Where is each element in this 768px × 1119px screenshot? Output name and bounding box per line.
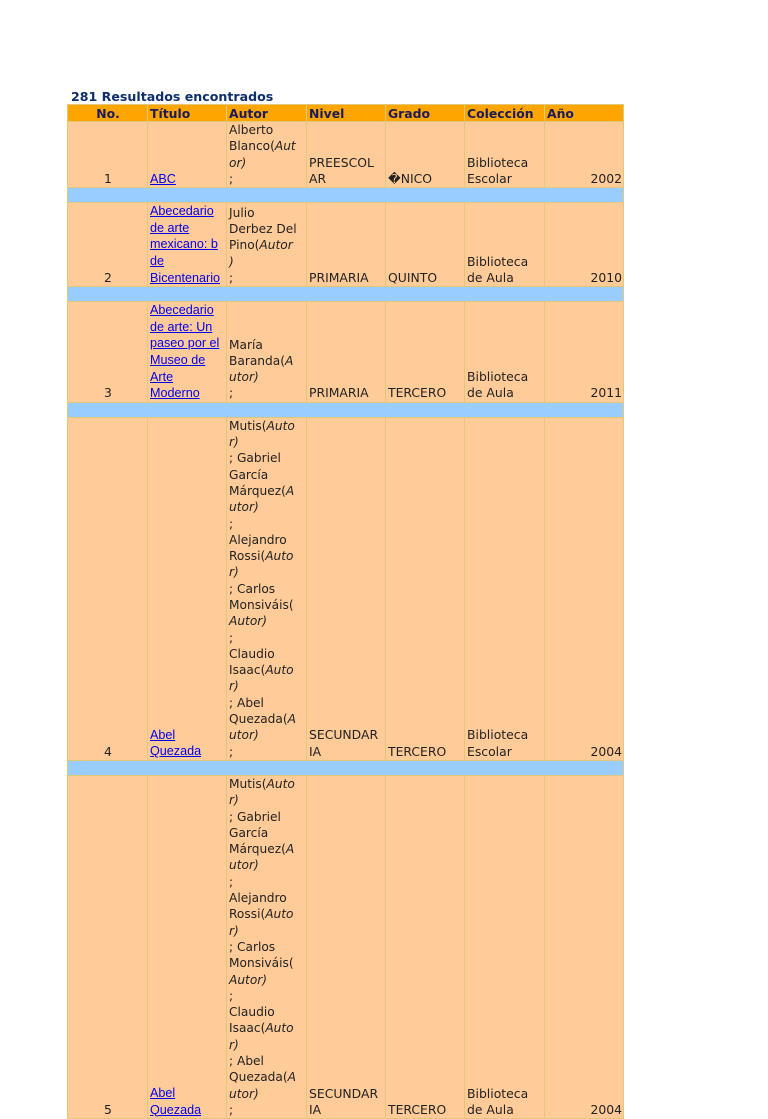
cell-line: PRIMARIA (309, 269, 369, 285)
cell-line: paseo por el (150, 336, 220, 351)
year-cell: 2002 (545, 122, 624, 188)
author-name: Alejandro (229, 532, 287, 547)
author-role: Auto (265, 549, 294, 564)
cell-line: Moderno (150, 386, 200, 401)
column-header-nivel: Nivel (307, 105, 386, 122)
cell-line: Museo de (150, 352, 206, 367)
cell-line: QUINTO (388, 269, 438, 285)
separator-cell (68, 188, 624, 203)
author-cell (227, 775, 307, 1118)
cell-line: de arte (150, 220, 190, 235)
author-role: r) (229, 435, 239, 450)
cell-line: Biblioteca (467, 1085, 529, 1101)
grade-cell (386, 775, 465, 1118)
cell-line: ABC (150, 171, 176, 186)
level-cell (307, 775, 386, 1118)
collection-cell (465, 775, 545, 1118)
author-name: Rossi( (229, 549, 266, 564)
author-role: r) (229, 793, 239, 808)
cell-line: �NICO (388, 170, 433, 186)
collection-cell (465, 122, 545, 188)
separator-cell (68, 402, 624, 417)
cell-line: Abecedario (150, 204, 214, 219)
author-name: Alberto (229, 123, 274, 137)
title-link[interactable] (150, 303, 219, 400)
cell-line: Abel (150, 727, 176, 742)
author-role: A (285, 353, 294, 368)
author-name: Monsiváis( (229, 597, 294, 612)
author-cell (227, 417, 307, 760)
author-name: ; Abel (229, 695, 264, 710)
cell-line: de Aula (467, 269, 514, 285)
cell-line: Abecedario (150, 303, 214, 318)
author-name: Márquez( (229, 842, 286, 857)
results-table (67, 104, 624, 1119)
column-header-grado: Grado (386, 105, 465, 122)
cell-line: IA (309, 743, 322, 759)
author-name: García (229, 825, 269, 840)
row-number: 1 (68, 122, 148, 188)
level-cell (307, 417, 386, 760)
cell-line: Biblioteca (467, 727, 529, 743)
cell-line: PRIMARIA (309, 385, 369, 401)
row-number: 5 (68, 775, 148, 1118)
author-role: Auto (265, 1021, 294, 1036)
title-link[interactable] (150, 1086, 201, 1117)
author-name: ; (229, 270, 234, 285)
author-name: ; (229, 386, 234, 401)
author-role: r) (229, 923, 239, 938)
author-name: Mutis( (229, 776, 267, 791)
title-cell (148, 203, 227, 287)
author-role: A (287, 1070, 296, 1085)
collection-cell (465, 203, 545, 287)
author-role: r) (229, 565, 239, 580)
author-name: Isaac( (229, 1021, 266, 1036)
separator-cell (68, 760, 624, 775)
author-role: or) (229, 155, 247, 170)
author-name: Blanco( (229, 139, 275, 154)
author-name: Rossi( (229, 907, 266, 922)
cell-line: mexicano: b (150, 237, 218, 252)
author-role: Autor (259, 238, 293, 253)
cell-line: Biblioteca (467, 154, 529, 170)
cell-line: Abel (150, 1086, 176, 1100)
author-name: ; (229, 516, 234, 531)
author-role: utor) (229, 728, 259, 743)
column-header-titulo: Título (148, 105, 227, 122)
title-cell (148, 302, 227, 403)
table-header-row (68, 105, 624, 122)
column-header-no: No. (68, 105, 148, 122)
author-name: Alejandro (229, 891, 287, 906)
author-role: Auto (265, 907, 294, 922)
cell-line: Bicentenario (150, 270, 221, 285)
row-separator (68, 760, 624, 775)
author-name: ; Abel (229, 1054, 264, 1068)
author-name: ; Carlos (229, 581, 276, 596)
year-cell: 2004 (545, 775, 624, 1118)
author-cell (227, 203, 307, 287)
cell-line: TERCERO (388, 1101, 447, 1117)
author-name: ; (229, 988, 234, 1003)
level-cell (307, 122, 386, 188)
row-number: 3 (68, 302, 148, 403)
cell-line: SECUNDAR (309, 727, 379, 743)
author-cell (227, 302, 307, 403)
column-header-anio: Año (545, 105, 624, 122)
table-row (68, 203, 624, 287)
results-count-heading: 281 Resultados encontrados (71, 89, 274, 104)
author-name: Márquez( (229, 483, 286, 498)
cell-line: Quezada (150, 744, 202, 759)
title-cell (148, 417, 227, 760)
author-name: Claudio (229, 646, 275, 661)
grade-cell (386, 302, 465, 403)
author-name: Pino( (229, 238, 260, 253)
author-name: García (229, 467, 269, 482)
cell-line: IA (309, 1101, 322, 1117)
cell-line: Arte (150, 369, 174, 384)
author-name: ; (229, 874, 234, 889)
row-number: 2 (68, 203, 148, 287)
cell-line: SECUNDAR (309, 1085, 379, 1101)
author-name: Quezada( (229, 1070, 288, 1085)
author-role: r) (229, 679, 239, 694)
author-role: Auto (266, 418, 295, 433)
title-cell (148, 775, 227, 1118)
year-cell: 2011 (545, 302, 624, 403)
author-name: Isaac( (229, 663, 266, 678)
author-name: ; Gabriel (229, 451, 281, 466)
title-cell (148, 122, 227, 188)
level-cell (307, 302, 386, 403)
level-cell (307, 203, 386, 287)
collection-cell (465, 302, 545, 403)
cell-line: Escolar (467, 743, 512, 759)
author-name: Quezada( (229, 712, 288, 727)
author-role: A (285, 483, 295, 498)
author-name: Mutis( (229, 418, 267, 433)
author-role: A (285, 842, 295, 857)
author-role: Autor) (229, 972, 268, 987)
author-name: ; (229, 171, 234, 186)
column-header-autor: Autor (227, 105, 307, 122)
grade-cell (386, 417, 465, 760)
author-role: A (287, 712, 296, 727)
cell-line: de Aula (467, 385, 514, 401)
row-separator (68, 402, 624, 417)
year-cell: 2004 (545, 417, 624, 760)
year-cell: 2010 (545, 203, 624, 287)
cell-line: de (150, 253, 165, 268)
author-role: Autor) (229, 614, 268, 629)
author-cell (227, 122, 307, 188)
cell-line: TERCERO (388, 743, 447, 759)
cell-line: PREESCOL (309, 154, 374, 170)
title-link[interactable] (150, 172, 176, 186)
author-role: Auto (266, 776, 295, 791)
author-name: Julio (229, 205, 255, 220)
author-name: María (229, 337, 263, 352)
cell-line: de arte: Un (150, 319, 213, 334)
cell-line: AR (309, 170, 327, 186)
author-role: r) (229, 1037, 239, 1052)
author-name: Derbez Del (229, 221, 297, 236)
author-role: utor) (229, 500, 259, 515)
author-role: Auto (265, 663, 294, 678)
table-row (68, 302, 624, 403)
table-row (68, 775, 624, 1118)
author-name: ; (229, 630, 234, 645)
cell-line: Biblioteca (467, 369, 529, 385)
author-role: ) (229, 254, 234, 269)
author-role: utor) (229, 370, 259, 385)
author-role: utor) (229, 1086, 259, 1101)
author-role: utor) (229, 858, 259, 873)
column-header-coleccion: Colección (465, 105, 545, 122)
cell-line: Biblioteca (467, 253, 529, 269)
table-row (68, 417, 624, 760)
author-role: Aut (274, 139, 296, 154)
grade-cell (386, 203, 465, 287)
author-name: ; (229, 1102, 234, 1117)
author-name: ; Gabriel (229, 809, 281, 824)
grade-cell (386, 122, 465, 188)
row-number: 4 (68, 417, 148, 760)
cell-line: Escolar (467, 170, 512, 186)
table-row (68, 122, 624, 188)
author-name: Monsiváis( (229, 956, 294, 971)
author-name: ; (229, 744, 234, 759)
cell-line: Quezada (150, 1102, 202, 1117)
separator-cell (68, 287, 624, 302)
row-separator (68, 188, 624, 203)
collection-cell (465, 417, 545, 760)
author-name: Baranda( (229, 353, 285, 368)
author-name: Claudio (229, 1005, 275, 1020)
title-link[interactable] (150, 204, 220, 284)
title-link[interactable] (150, 728, 201, 759)
author-name: ; Carlos (229, 939, 276, 954)
row-separator (68, 287, 624, 302)
cell-line: de Aula (467, 1101, 514, 1117)
cell-line: TERCERO (388, 385, 447, 401)
